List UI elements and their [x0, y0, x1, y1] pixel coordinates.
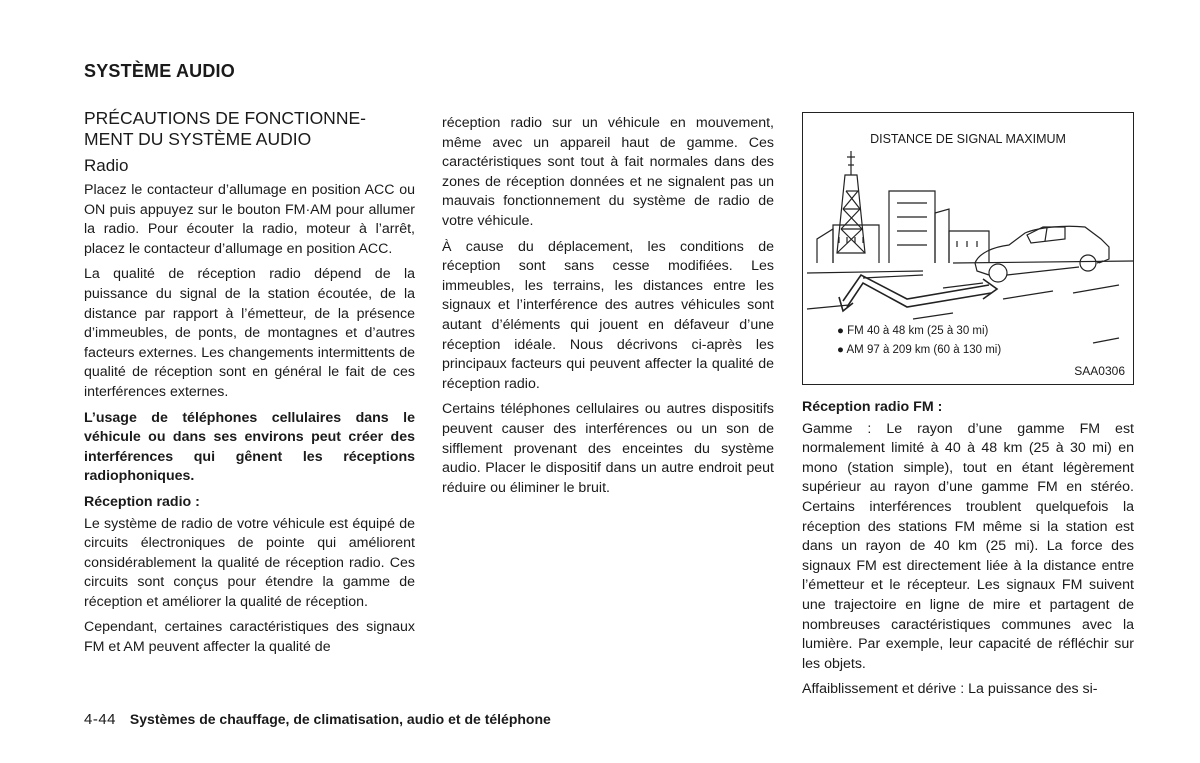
car-icon — [975, 226, 1109, 282]
precautions-heading: PRÉCAUTIONS DE FONCTIONNE- MENT DU SYSTÈME AUDIO — [84, 108, 366, 149]
paragraph-displacement: À cause du déplacement, les conditions de réception sont sans cesse modifiées. Les immeubles, les terrains, les distances entre les signaux et l’interférence des autres véhicules sont autant d’éléments qui jouent en défaveur d’une réception idéale. Nous décrivons ci-après les principaux facteurs qui peuvent affecter la qualité de réception radio. — [442, 238, 774, 392]
section-title: SYSTÈME AUDIO — [84, 61, 235, 81]
column-middle — [442, 114, 774, 504]
page-footer — [84, 711, 551, 728]
column-right — [802, 398, 1134, 706]
paragraph-reception-quality: La qualité de réception radio dépend de la puissance du signal de la station écoutée, de la distance par rapport à l’émetteur, de la présence d’immeubles, de ponts, de montagnes et d’autres facteurs externes. Les changements intermittents de qualité de réception sont en général le fait de ces interférences externes. — [84, 266, 415, 400]
paragraph-ignition: Placez le contacteur d’allumage en position ACC ou ON puis appuyez sur le bouton FM·AM pour allumer la radio. Pour écouter la radio, moteur à l’arrêt, placez le contacteur d’allumage en position ACC. — [84, 182, 415, 257]
paragraph-circuits: Le système de radio de votre véhicule est équipé de circuits électroniques de pointe qui améliorent considérablement la qualité de réception radio. Ces circuits sont conçus pour étendre la gamme de réception et améliorer la qualité de réception. — [84, 515, 415, 610]
radio-subheading: Radio — [84, 156, 129, 175]
column-left — [84, 108, 415, 664]
fm-reception-heading: Réception radio FM : — [802, 399, 943, 415]
radio-tower-icon — [837, 151, 865, 253]
figure-code: SAA0306 — [1074, 364, 1125, 378]
am-range-bullet: ● AM 97 à 209 km (60 à 130 mi) — [837, 344, 1002, 356]
signal-path-arrow — [839, 275, 997, 311]
paragraph-cellphones: Certains téléphones cellulaires ou autres dispositifs peuvent causer des interférences ou un son de sifflement provenant des enceintes du système audio. Placer le dispositif dans un autre endroit peut réduire ou éliminer le bruit. — [442, 401, 774, 496]
paragraph-moving-vehicle: réception radio sur un véhicule en mouvement, même avec un appareil haut de gamme. Ces caractéristiques sont tout à fait normales dans des zones de réception données et ne signalent pas un mauvais fonctionnement du système de radio de votre véhicule. — [442, 115, 774, 229]
paragraph-fading: Affaiblissement et dérive : La puissance des si- — [802, 681, 1098, 698]
signal-distance-figure — [802, 112, 1134, 385]
reception-radio-heading: Réception radio : — [84, 493, 200, 510]
paragraph-range: Gamme : Le rayon d’une gamme FM est normalement limité à 40 à 48 km (25 à 30 mi) en mono (station simple), tout en étant légèrement supérieur au rayon d’une gamme FM en stéréo. Certains interférences troublent quelquefois la réception des stations FM même si la station est dans un rayon de 40 km (25 mi). La force des signaux FM est directement liée à la distance entre l’émetteur et le récepteur. Les signaux FM suivent une trajectoire en ligne de mire et partagent de nombreuses caractéristiques communes avec la lumière. Par exemple, leur capacité de réfléchir sur les objets. — [802, 420, 1134, 672]
paragraph-signals-start: Cependant, certaines caractéristiques des signaux FM et AM peuvent affecter la qualité de — [84, 619, 415, 656]
page-number: 4-44 — [84, 711, 117, 728]
figure-bullets — [837, 322, 1001, 360]
chapter-title: Systèmes de chauffage, de climatisation, audio et de téléphone — [129, 711, 551, 727]
figure-caption: DISTANCE DE SIGNAL MAXIMUM — [870, 132, 1066, 146]
cellphone-warning: L’usage de téléphones cellulaires dans le véhicule ou dans ses environs peut créer des interférences qui gênent les réceptions radiophoniques. — [84, 409, 415, 485]
fm-range-bullet: ● FM 40 à 48 km (25 à 30 mi) — [837, 325, 989, 337]
